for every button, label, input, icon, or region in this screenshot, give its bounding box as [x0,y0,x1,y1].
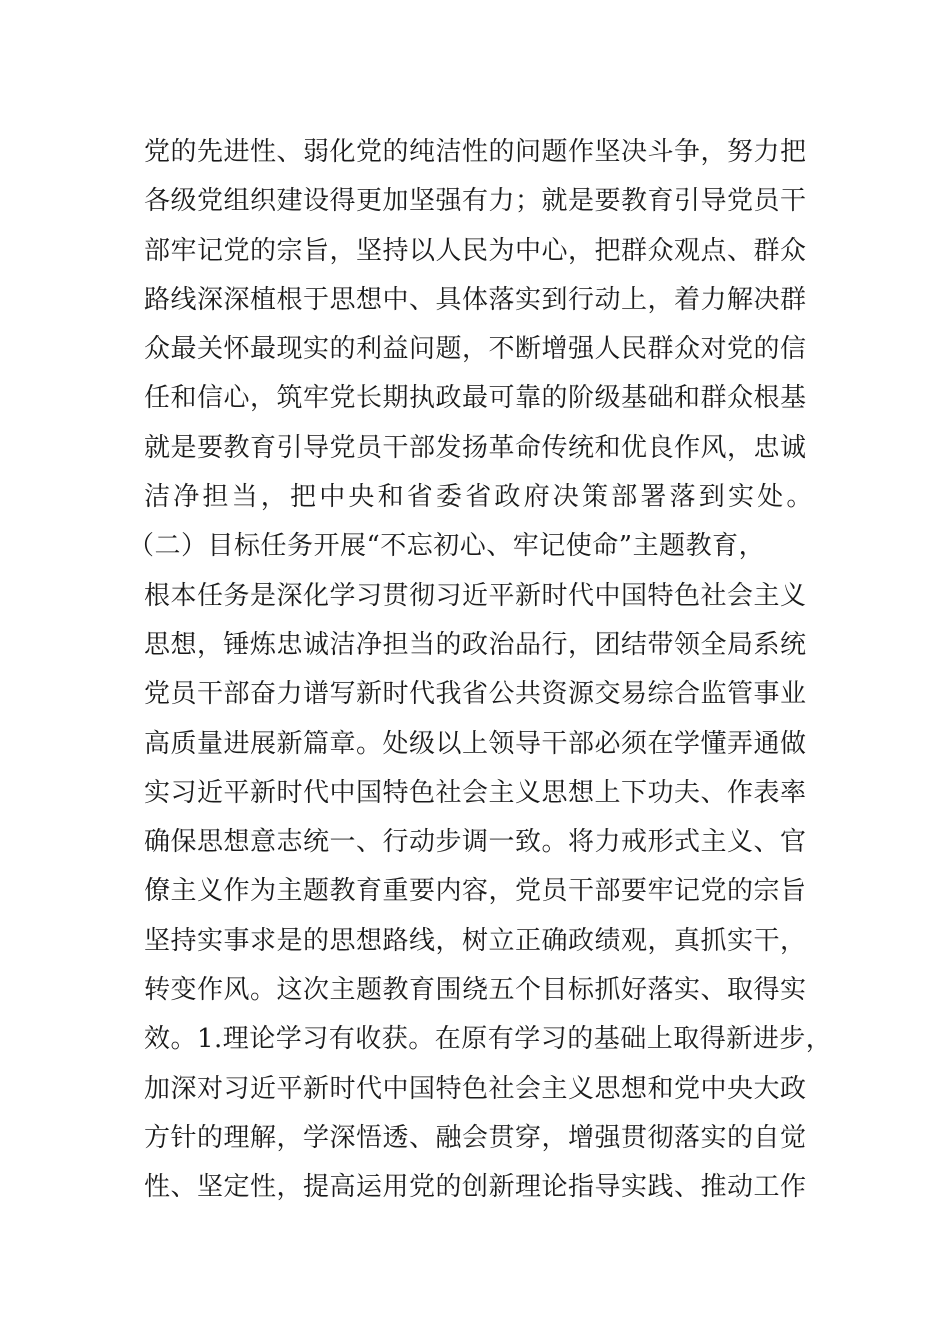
text-line: 高质量进展新篇章。处级以上领导干部必须在学懂弄通做 [144,728,807,759]
text-line: 路线深深植根于思想中、具体落实到行动上，着力解决群 [144,284,807,315]
text-line: 党的先进性、弱化党的纯洁性的问题作坚决斗争，努力把 [144,137,807,167]
text-line: 性、坚定性，提高运用党的创新理论指导实践、推动工作 [144,1172,807,1203]
text-line: 根本任务是深化学习贯彻习近平新时代中国特色社会主义 [144,580,807,611]
text-line: 转变作风。这次主题教育围绕五个目标抓好落实、取得实 [144,975,807,1006]
text-line: 部牢记党的宗旨，坚持以人民为中心，把群众观点、群众 [144,235,807,266]
text-line: 各级党组织建设得更加坚强有力；就是要教育引导党员干 [144,186,807,217]
text-line: 坚持实事求是的思想路线，树立正确政绩观，真抓实干， [144,925,807,956]
text-line: 实习近平新时代中国特色社会主义思想上下功夫、作表率 [144,777,807,808]
text-line: 众最关怀最现实的利益问题，不断增强人民群众对党的信 [144,334,807,365]
text-line: 党员干部奋力谱写新时代我省公共资源交易综合监管事业 [144,679,807,710]
text-line: 方针的理解，学深悟透、融会贯穿，增强贯彻落实的自觉 [144,1122,807,1153]
body-text [128,128,833,1213]
text-line: 洁净担当，把中央和省委省政府决策部署落到实处。 [144,482,816,513]
text-line: 效。1.理论学习有收获。在原有学习的基础上取得新进步， [144,1024,833,1055]
text-line: 任和信心，筑牢党长期执政最可靠的阶级基础和群众根基 [144,383,807,414]
text-line: 思想，锤炼忠诚洁净担当的政治品行，团结带领全局系统 [144,629,807,660]
text-line: 僚主义作为主题教育重要内容，党员干部要牢记党的宗旨 [144,876,807,907]
section-heading-line: （二）目标任务开展“不忘初心、牢记使命”主题教育， [128,531,766,562]
text-line: 加深对习近平新时代中国特色社会主义思想和党中央大政 [144,1073,807,1104]
text-line: 就是要教育引导党员干部发扬革命传统和优良作风，忠诚 [144,432,807,463]
text-line: 确保思想意志统一、行动步调一致。将力戒形式主义、官 [144,827,807,858]
